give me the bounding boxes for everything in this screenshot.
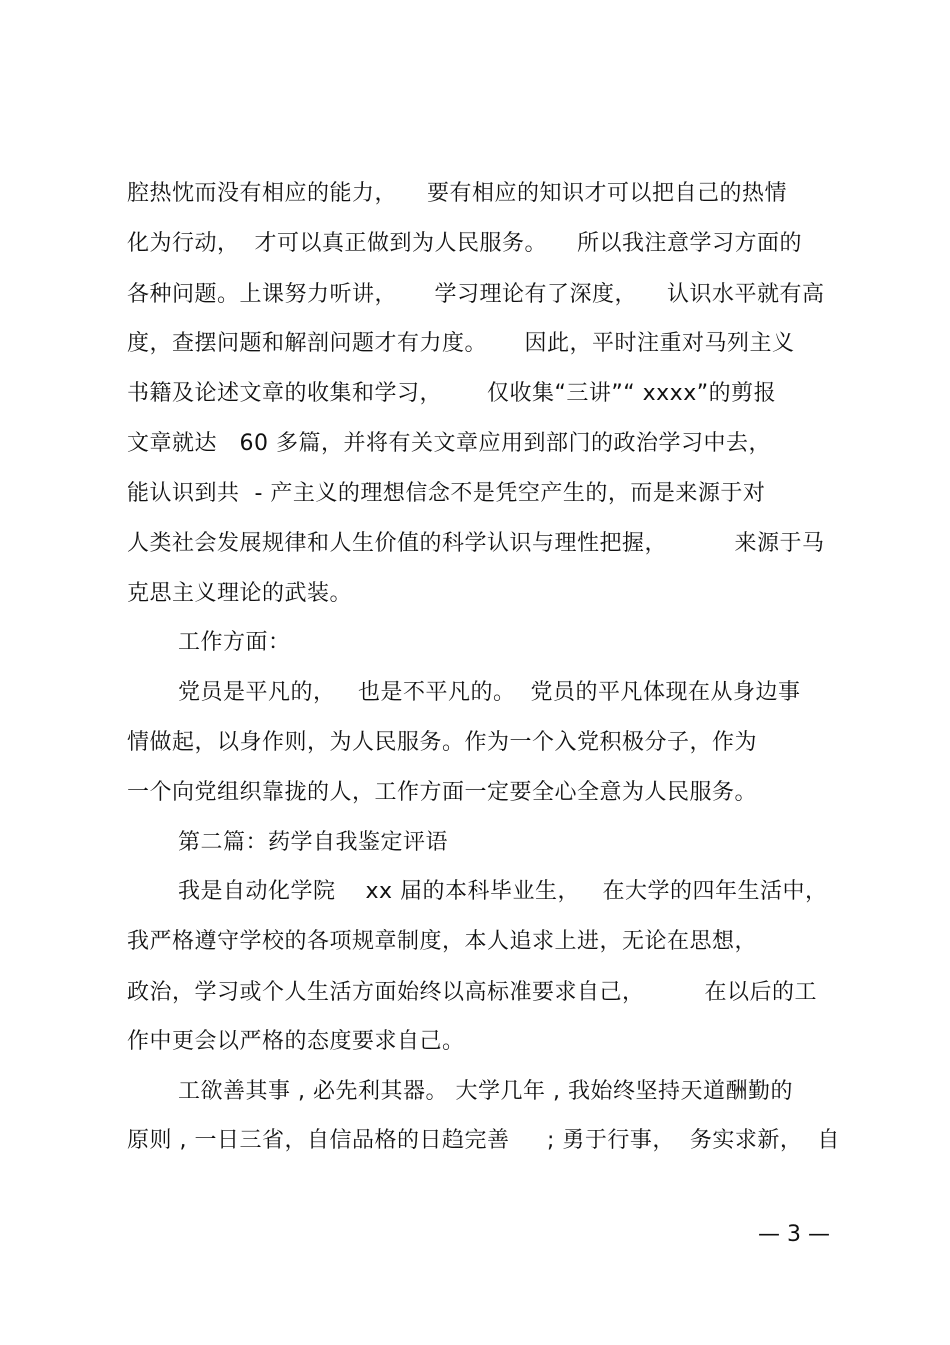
text-line: 我是自动化学院 xx 届的本科毕业生， 在大学的四年生活中， [178,879,828,904]
text-line: 克思主义理论的武装。 [127,581,353,606]
text-line: 能认识到共 - 产主义的理想信念不是凭空产生的，而是来源于对 [127,481,766,506]
text-line: 人类社会发展规律和人生价值的科学认识与理性把握， 来源于马 [127,531,825,556]
page-number: — 3 — [758,1222,830,1247]
text-line: 腔热忱而没有相应的能力， 要有相应的知识才可以把自己的热情 [127,181,787,206]
text-line: 度，查摆问题和解剖问题才有力度。 因此，平时注重对马列主义 [127,331,795,356]
text-line: 我严格遵守学校的各项规章制度，本人追求上进，无论在思想， [127,929,758,954]
text-line: 工欲善其事 , 必先利其器。 大学几年 , 我始终坚持天道酬勤的 [178,1079,793,1104]
section-heading: 第二篇：药学自我鉴定评语 [178,830,449,855]
text-line: 原则 , 一日三省，自信品格的日趋完善 ; 勇于行事， 务实求新， 自 [127,1128,840,1153]
text-line: 作中更会以严格的态度要求自己。 [127,1029,465,1054]
text-line: 文章就达 60 多篇，并将有关文章应用到部门的政治学习中去， [127,431,771,456]
text-line: 各种问题。上课努力听讲， 学习理论有了深度， 认识水平就有高 [127,282,825,307]
text-line: 党员是平凡的， 也是不平凡的。 党员的平凡体现在从身边事 [178,680,801,705]
text-line: 政治，学习或个人生活方面始终以高标准要求自己， 在以后的工 [127,980,817,1005]
text-line: 一个向党组织靠拢的人，工作方面一定要全心全意为人民服务。 [127,780,758,805]
section-heading: 工作方面： [178,630,291,655]
text-line: 化为行动， 才可以真正做到为人民服务。 所以我注意学习方面的 [127,231,802,256]
text-line: 情做起，以身作则，为人民服务。作为一个入党积极分子，作为 [127,730,758,755]
text-line: 书籍及论述文章的收集和学习， 仅收集“三讲”“ xxxx”的剪报 [127,381,777,406]
